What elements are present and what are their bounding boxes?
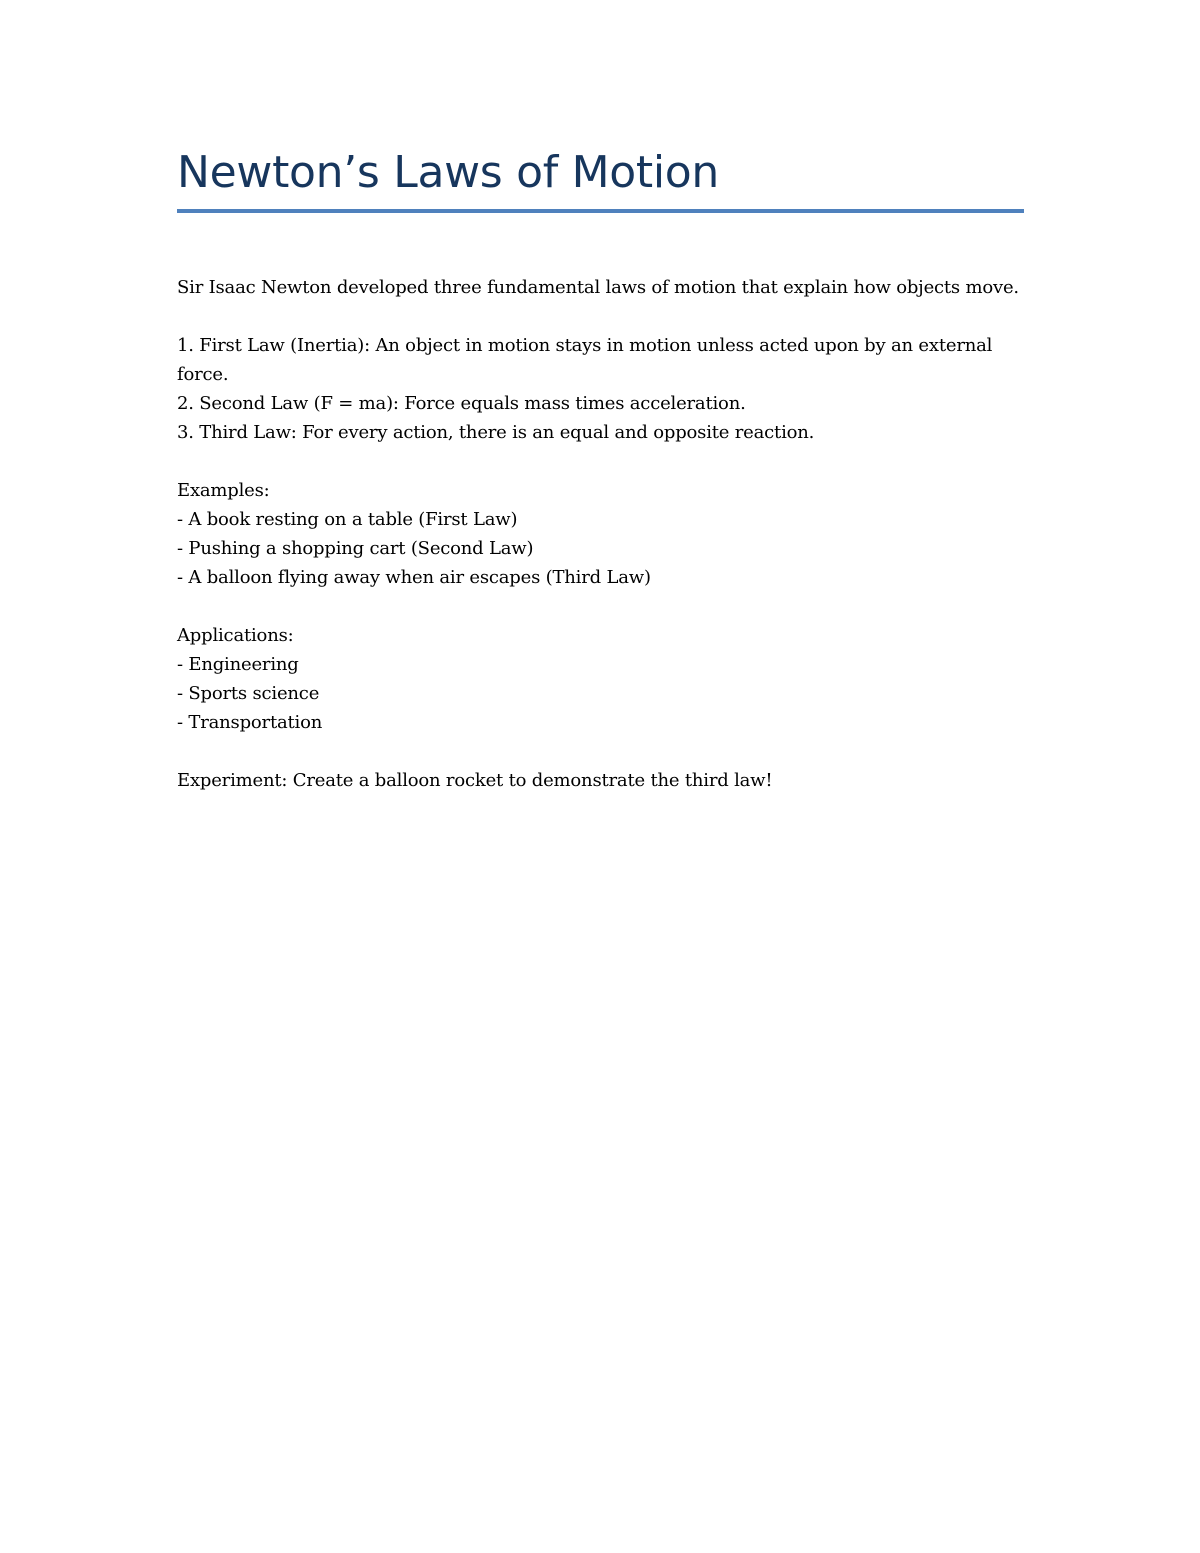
- document-body: [177, 273, 1023, 795]
- law-item-1: 1. First Law (Inertia): An object in motion stays in motion unless acted upon by an external force.: [177, 335, 998, 385]
- document-content: [177, 140, 1023, 795]
- application-item-1: - Engineering: [177, 654, 299, 675]
- applications-heading: Applications:: [177, 625, 294, 646]
- example-item-1: - A book resting on a table (First Law): [177, 509, 518, 530]
- document-title: Newton’s Laws of Motion: [177, 147, 719, 198]
- intro-paragraph: Sir Isaac Newton developed three fundamental laws of motion that explain how objects move.: [177, 277, 1019, 298]
- blank-line: [177, 447, 1023, 476]
- title-underline-rule: [177, 209, 1024, 213]
- application-item-2: - Sports science: [177, 683, 320, 704]
- application-item-3: - Transportation: [177, 712, 323, 733]
- example-item-2: - Pushing a shopping cart (Second Law): [177, 538, 534, 559]
- blank-line: [177, 737, 1023, 766]
- blank-line: [177, 592, 1023, 621]
- examples-heading: Examples:: [177, 480, 270, 501]
- experiment-paragraph: Experiment: Create a balloon rocket to demonstrate the third law!: [177, 770, 773, 791]
- example-item-3: - A balloon flying away when air escapes (Third Law): [177, 567, 651, 588]
- law-item-2: 2. Second Law (F = ma): Force equals mass times acceleration.: [177, 393, 746, 414]
- law-item-3: 3. Third Law: For every action, there is an equal and opposite reaction.: [177, 422, 815, 443]
- blank-line: [177, 302, 1023, 331]
